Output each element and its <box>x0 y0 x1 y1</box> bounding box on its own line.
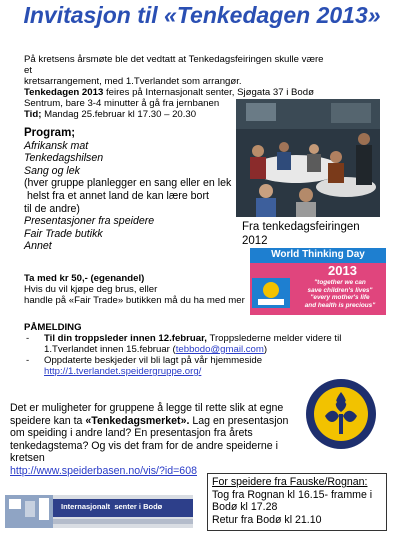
badge-info-line: om speiding i andre land? En presentasjon fra årets <box>10 427 253 440</box>
event-photo-image <box>236 99 380 217</box>
photo-caption <box>242 220 360 248</box>
wtd-title: World Thinking Day <box>271 249 365 260</box>
registration-heading: PÅMELDING <box>24 322 82 333</box>
banner-background <box>5 495 193 528</box>
registration-text: - Oppdaterte beskjeder vil bli lagt på vår hjemmeside <box>44 355 263 366</box>
homepage-link[interactable]: http://1.tverlandet.speidergruppe.org/ <box>44 366 202 377</box>
intro-line-1: På kretsens årsmøte ble det vedtatt at Tenkedagsfeiringen skulle være et <box>24 54 324 76</box>
wtd-slogan-line: "every mother's life <box>310 294 370 301</box>
registration-text: Troppslederne melder videre til <box>206 333 342 344</box>
program-heading: Program; <box>24 127 76 139</box>
badge-info-block <box>10 402 305 478</box>
badge-info-line: tenkedagstema? Og vis det fram for de andre speiderne i <box>10 439 278 452</box>
event-photo <box>236 99 380 217</box>
transport-line: Tog fra Rognan kl 16.15- framme i <box>212 488 373 501</box>
program-item: helst fra et annet land de kan lære bort <box>24 189 209 202</box>
badge-info-text: Lag en presentasjon <box>189 414 289 427</box>
program-item: Sang og lek <box>24 164 80 177</box>
venue-text: feires på Internasjonalt senter, Sjøgata 37 i Bodø <box>103 87 314 98</box>
payment-line-2: handle på «Fair Trade» butikken må du ha med mer <box>24 295 245 306</box>
transport-line: Bodø kl 17.28 <box>212 501 278 514</box>
payment-heading: Ta med kr 50,- (egenandel) <box>24 273 145 284</box>
photo-caption-line-2: 2012 <box>242 235 268 247</box>
intro-line-3 <box>24 87 324 98</box>
program-item: (hver gruppe planlegger en sang eller en lek <box>24 177 232 190</box>
program-item: Tenkedagshilsen <box>24 152 104 165</box>
deadline-text: Til din troppsleder innen 12.februar, <box>44 333 207 344</box>
wtd-slogan-line: and health is precious" <box>304 301 376 309</box>
wtd-slogan <box>294 279 386 309</box>
page-title: Invitasjon til «Tenkedagen 2013» <box>23 2 381 28</box>
badge-name: «Tenkedagsmerket». <box>85 414 190 427</box>
program-item: til de andre) <box>24 202 80 215</box>
banner-text: Internasjonalt senter i Bodø <box>61 502 163 511</box>
badge-info-text: speidere kan ta <box>10 414 86 427</box>
trefoil-logo <box>305 378 377 450</box>
wtd-year: 2013 <box>328 263 357 278</box>
payment-line-1: Hvis du vil kjøpe deg brus, eller <box>24 284 158 295</box>
wtd-slogan-line: "together we can <box>314 279 366 286</box>
payment-block <box>24 273 254 306</box>
transport-line: Retur fra Bodø kl 21.10 <box>212 513 322 526</box>
program-item: Annet <box>24 240 52 253</box>
transport-heading: For speidere fra Fauske/Rognan: <box>212 476 368 488</box>
program-item: Afrikansk mat <box>24 139 89 152</box>
time-label: Tid; <box>24 109 42 120</box>
registration-block <box>24 322 384 377</box>
event-name: Tenkedagen 2013 <box>24 87 104 98</box>
world-thinking-day-badge <box>250 248 386 315</box>
badge-info-line: kretsen <box>10 452 45 465</box>
wtd-slogan-line: save children's lives" <box>307 286 373 294</box>
registration-text: ) <box>263 344 268 355</box>
transport-info-box <box>207 473 387 531</box>
program-item: Fair Trade butikk <box>24 227 103 240</box>
trefoil-logo-image <box>305 378 377 450</box>
speiderbasen-link[interactable]: http://www.speiderbasen.no/vis/?id=608 <box>10 464 197 477</box>
internasjonalt-senter-banner <box>5 495 193 528</box>
intro-line-2: kretsarrangement, med 1.Tverlandet som arrangør. <box>24 76 242 87</box>
registration-item <box>24 333 384 355</box>
registration-item <box>24 355 384 377</box>
registration-text: 1.Tverlandet innen 15.februar ( <box>44 344 176 355</box>
photo-caption-line-1: Fra tenkedagsfeiringen <box>242 221 360 233</box>
time-value: Mandag 25.februar kl 17.30 – 20.30 <box>41 109 197 120</box>
badge-info-line: Det er muligheter for gruppene å legge til rette slik at egne <box>10 402 284 414</box>
contact-email-link[interactable]: tebbodo@gmail.com <box>175 344 264 355</box>
program-item: Presentasjoner fra speidere <box>24 215 155 228</box>
intro-line-4: Sentrum, bare 3-4 minutter å gå fra jernbanen <box>24 98 220 109</box>
